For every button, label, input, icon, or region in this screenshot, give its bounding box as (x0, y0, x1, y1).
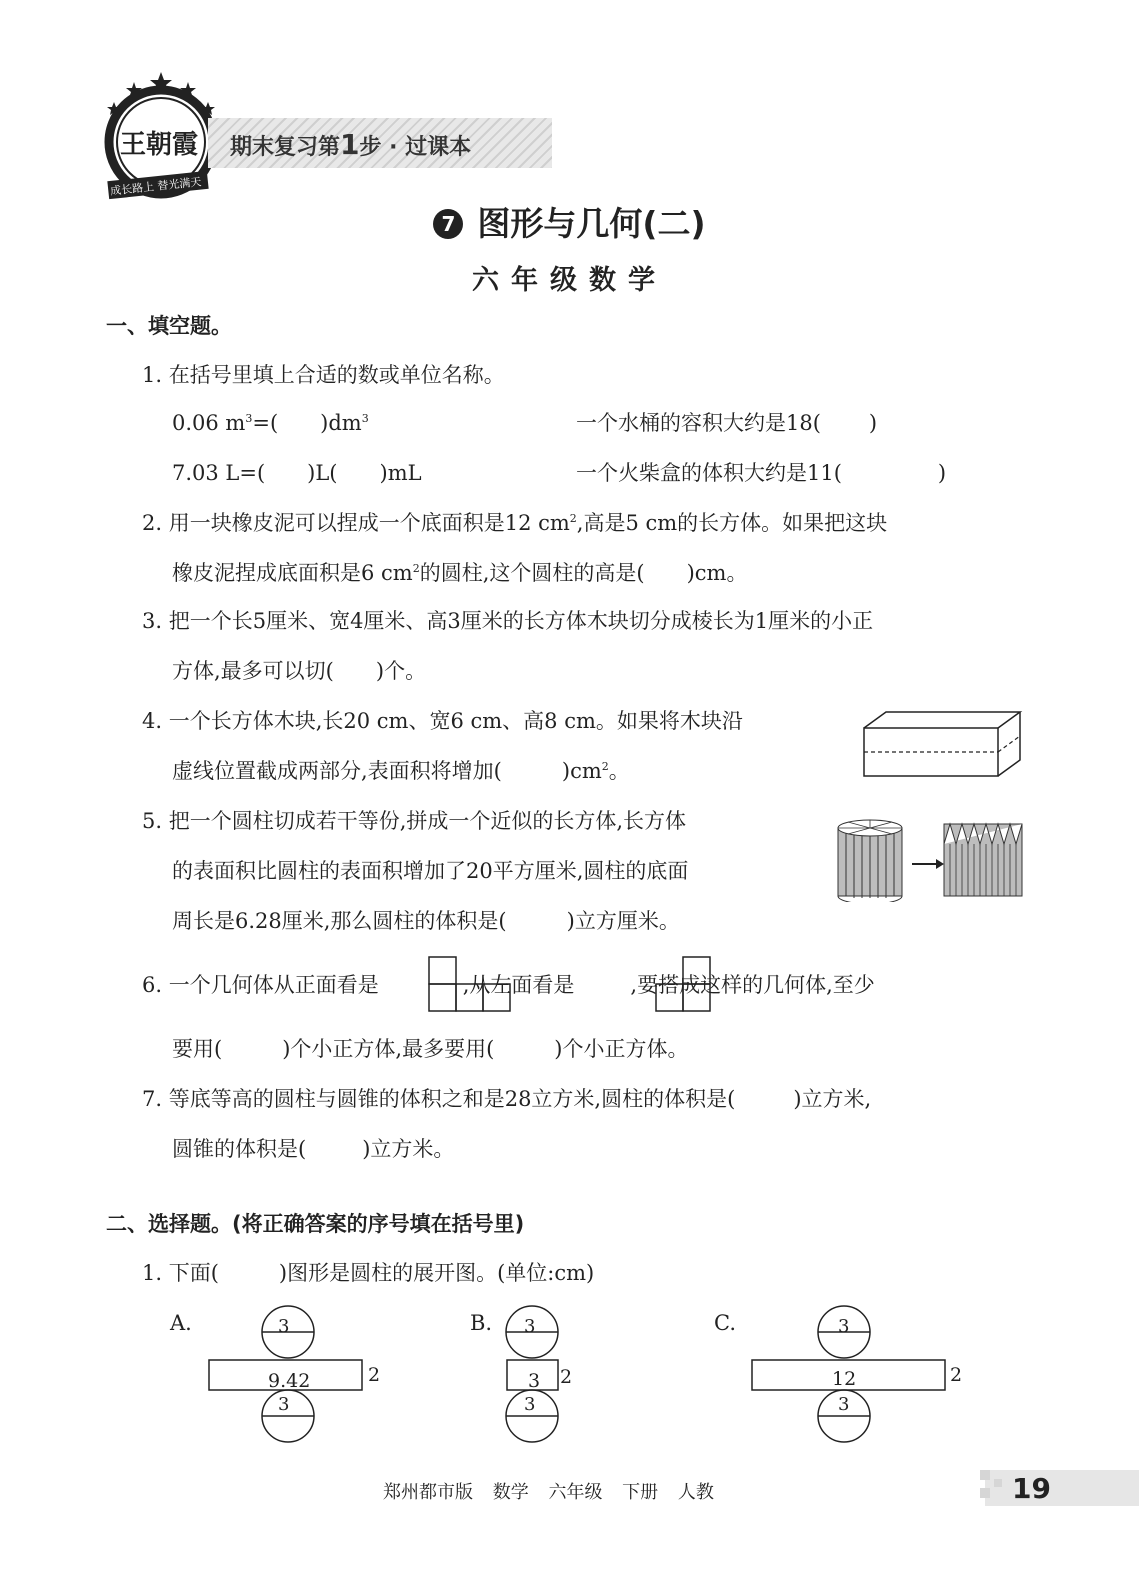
chapter-number-badge: 7 (433, 209, 463, 239)
option-c-rect-width: 2 (950, 1364, 963, 1386)
option-a-top-diameter: 3 (278, 1316, 290, 1337)
q1-4-line1: 4. 一个长方体木块,长20 cm、宽6 cm、高8 cm。如果将木块沿 (142, 709, 743, 733)
q1-5-line3: 周长是6.28厘米,那么圆柱的体积是( )立方厘米。 (172, 909, 680, 933)
page-number-box (985, 1470, 1139, 1506)
q1-7-line1: 7. 等底等高的圆柱与圆锥的体积之和是28立方米,圆柱的体积是( )立方米, (142, 1087, 872, 1111)
q1-4-line2: 虚线位置截成两部分,表面积将增加( )$cm^2$。 (172, 759, 630, 783)
q1-1-item-c: 7.03 L=( )L( )mL (172, 461, 422, 485)
left-view-figure (655, 956, 713, 1012)
q1-5-line1: 5. 把一个圆柱切成若干等份,拼成一个近似的长方体,长方体 (142, 809, 687, 833)
logo-text: 王朝霞 (120, 130, 199, 160)
option-b-label: B. (470, 1311, 493, 1335)
page-subtitle: 六年级数学 (472, 265, 667, 296)
option-b-top-diameter: 3 (524, 1316, 536, 1337)
q1-6-line2: 要用( )个小正方体,最多要用( )个小正方体。 (172, 1037, 689, 1061)
option-c-label: C. (714, 1311, 736, 1335)
option-a-bottom-diameter: 3 (278, 1394, 290, 1415)
option-c-rect-length: 12 (832, 1368, 857, 1390)
cylinder-to-cuboid-figure (832, 814, 1028, 902)
q1-5-line2: 的表面积比圆柱的表面积增加了20平方厘米,圆柱的底面 (172, 859, 689, 883)
q1-6-line1: 6. 一个几何体从正面看是 ,从左面看是 ,要搭成这样的几何体,至少 (142, 973, 875, 997)
logo-slogan: 成长路上 替光满天 (109, 175, 202, 198)
option-c-bottom-diameter: 3 (838, 1394, 850, 1415)
q1-1-item-b: 一个水桶的容积大约是18( ) (576, 411, 878, 435)
q1-1-text: 1. 在括号里填上合适的数或单位名称。 (142, 363, 505, 387)
page-number: 19 (1012, 1472, 1051, 1505)
footer-text: 郑州都市版 数学 六年级 下册 人教 (383, 1482, 714, 1503)
q1-2-line2: 橡皮泥捏成底面积是6 $cm^2$的圆柱,这个圆柱的高是( )cm。 (172, 561, 748, 585)
option-b-rect-length: 3 (528, 1370, 541, 1392)
cuboid-figure (858, 706, 1028, 780)
q1-1-item-a: 0.06 $m^3=$( )$dm^3$ (172, 411, 369, 435)
option-b-rect-width: 2 (560, 1366, 573, 1388)
front-view-figure (428, 956, 512, 1012)
q2-1-text: 1. 下面( )图形是圆柱的展开图。(单位:cm) (142, 1261, 595, 1285)
q1-2-line1: 2. 用一块橡皮泥可以捏成一个底面积是12 $cm^2$,高是5 cm的长方体。如果把这块 (142, 511, 888, 535)
q1-3-line1: 3. 把一个长5厘米、宽4厘米、高3厘米的长方体木块切分成棱长为1厘米的小正 (142, 609, 874, 633)
section2-heading: 二、选择题。(将正确答案的序号填在括号里) (106, 1212, 525, 1236)
option-a-label: A. (170, 1311, 192, 1335)
q1-7-line2: 圆锥的体积是( )立方米。 (172, 1137, 455, 1161)
option-a-rect-length: 9.42 (268, 1370, 311, 1392)
q1-1-item-d: 一个火柴盒的体积大约是11( ) (576, 461, 947, 485)
q1-3-line2: 方体,最多可以切( )个。 (172, 659, 427, 683)
section1-heading: 一、填空题。 (106, 314, 232, 338)
option-c-top-diameter: 3 (838, 1316, 850, 1337)
option-b-bottom-diameter: 3 (524, 1394, 536, 1415)
option-a-rect-width: 2 (368, 1364, 381, 1386)
page-title: 7 图形与几何(二) (0, 198, 1139, 245)
ribbon-label: 期末复习第1步 · 过课本 (230, 128, 472, 161)
